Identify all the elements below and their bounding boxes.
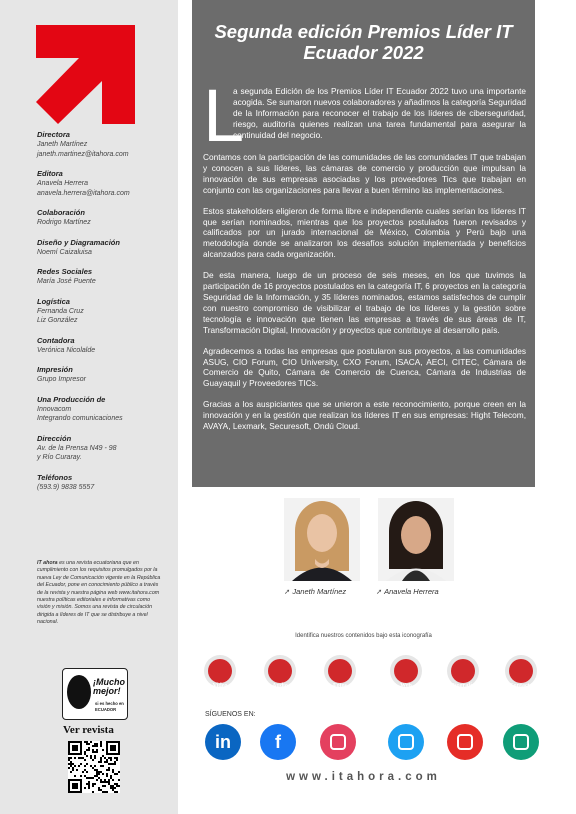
credit-block bbox=[37, 336, 177, 356]
about-text bbox=[37, 560, 165, 627]
credit-title: Directora bbox=[37, 130, 70, 139]
facebook-icon[interactable] bbox=[260, 724, 296, 760]
camera-icon[interactable] bbox=[320, 655, 360, 695]
credit-line: Grupo Impresor bbox=[37, 376, 87, 383]
sidebar bbox=[0, 0, 178, 814]
credit-line: Rodrigo Martínez bbox=[37, 219, 91, 226]
credit-title: Una Producción de bbox=[37, 394, 106, 404]
article-paragraph: De esta manera, luego de un proceso de seis meses, en los que tuvimos la participación de 16 proyectos postulados en la categoría IT, 6 proyectos en la categoría Seguridad de la Información, y 35 líderes nominados, estamos satisfechos de cumplir con nuestro compromiso de visibilizar el trabajo de los líderes y la gestión sobre tecnología e innovación que tienen las empresas a través de sus áreas de IT, Transformación Digital, Innovación y proyectos que contribuye al desarrollo país. bbox=[203, 270, 526, 335]
globe-icon[interactable] bbox=[386, 655, 426, 695]
credits-list bbox=[37, 130, 177, 502]
arrow-icon: ➚ bbox=[376, 587, 383, 596]
media-label: Video bbox=[212, 683, 228, 689]
credit-line: Verónica Nicolalde bbox=[37, 346, 96, 354]
badge-line-1: ¡Mucho bbox=[93, 677, 125, 687]
credit-block bbox=[37, 130, 177, 159]
article-paragraph: Gracias a los auspiciantes que se unieron a este reconocimiento, porque creen en la innovación y en la gestión que realizan los líderes IT en sus empresas: Hight Telecom, AVAYA, Lexmark, Securesoft, Ondú Cloud. bbox=[203, 399, 526, 432]
media-label: Web bbox=[400, 683, 412, 689]
credit-block bbox=[37, 169, 177, 198]
badge-line-2: mejor! bbox=[93, 686, 121, 696]
credit-block bbox=[37, 365, 177, 385]
credit-title: Contadora bbox=[37, 335, 75, 345]
credit-title: Impresión bbox=[37, 365, 73, 374]
credit-block bbox=[37, 434, 177, 463]
credit-line: Integrando comunicaciones bbox=[37, 415, 123, 422]
article-paragraph: Agradecemos a todas las empresas que postularon sus proyectos, a las comunidades ASUG, CIO Forum, CIO University, CXO Forum, ISACA, AECI, CITEC, Cámara de Comercio de Quito, Cámara de Comercio de Cuenca, Cámara de Industrias de Guayaquil y Proveedores TICs. bbox=[203, 345, 526, 389]
media-label: Audio bbox=[272, 683, 288, 689]
about-brand: IT ahora bbox=[37, 560, 58, 566]
about-body: es una revista ecuatoriana que en cumplimiento con los requisitos promulgados por la nueva Ley de Comunicación vigente en la República del Ecuador, pone en conocimiento público a través de la revista y nuestra página web www.itahora.com nuestra políticas editoriales e informativas como visión y misión. Somos una revista de circulación dirigida a líderes de IT que se distribuye a nivel nacional. bbox=[37, 560, 161, 626]
credit-title: Teléfonos bbox=[37, 472, 73, 482]
qr-code[interactable] bbox=[68, 741, 120, 793]
hecho-en-ecuador-badge bbox=[62, 668, 128, 720]
twitter-icon[interactable] bbox=[388, 724, 424, 760]
article-paragraph-1: a segunda Edición de los Premios Líder IT Ecuador 2022 tuvo una importante acogida. Se sumaron nuevos colaboradores y añadimos la categoría Seguridad de la Información para reconocer el trabajo de los líderes de ciberseguridad, riesgo, auditoría quienes realizan una tarea fundamental para asegurar la continuidad del negocio. bbox=[233, 86, 526, 140]
credit-line: Anavela Herrera bbox=[37, 180, 88, 187]
credit-line: Fernanda Cruz bbox=[37, 307, 84, 315]
microphone-icon[interactable] bbox=[260, 655, 300, 695]
credit-title: Editora bbox=[37, 169, 63, 178]
credit-line: Innovacom bbox=[37, 405, 72, 413]
linkedin-glyph: in bbox=[215, 732, 231, 752]
badge-line-4: ECUADOR bbox=[95, 707, 117, 712]
credit-line: Noemí Caizaluisa bbox=[37, 248, 92, 256]
media-label: Biografía bbox=[451, 683, 475, 689]
article-paragraph: Contamos con la participación de las comunidades de las comunidades IT que trabajan y conocen a sus líderes, las cámaras de comercio y producción que impulsan la innovación de sus empresas asociadas y los proveedores Tics que trabajan en conjunto con las organizaciones para llevar a buen término las implementaciones. bbox=[203, 152, 526, 195]
ver-revista-label: Ver revista bbox=[63, 724, 114, 736]
credit-line: anavela.herrera@itahora.com bbox=[37, 189, 130, 197]
credit-block bbox=[37, 238, 177, 258]
person-name-1 bbox=[284, 587, 346, 596]
badge-fingerprint-icon bbox=[67, 675, 91, 709]
iconografia-text: Identifica nuestros contenidos bajo esta iconografía bbox=[295, 633, 432, 639]
credit-block bbox=[37, 297, 177, 326]
badge-line-3: si es hecho en bbox=[95, 701, 124, 706]
article-paragraph: Estos stakeholders eligieron de forma libre e independiente cuales serían los líderes IT que serían nominados, mientras que los proyectos postulados fueron revisados y calificados por un jurado internacional de México, Colombia y Perú bajo una metodología donde se analizaron los desafíos solución implementada y beneficios alcanzados para cada organización. bbox=[203, 205, 526, 260]
person-name-text: Janeth Martínez bbox=[292, 587, 347, 596]
media-icons-row bbox=[200, 655, 545, 695]
instagram-icon[interactable] bbox=[320, 724, 356, 760]
credit-line: (593.9) 9838 5557 bbox=[37, 483, 95, 491]
article-body bbox=[203, 74, 526, 442]
contact-icon[interactable] bbox=[501, 655, 541, 695]
media-label: Contacto bbox=[509, 683, 533, 689]
photo-anavela-herrera bbox=[378, 498, 454, 581]
article-title: Segunda edición Premios Líder IT Ecuador 2022 bbox=[214, 21, 513, 63]
website-url[interactable]: www.itahora.com bbox=[286, 771, 441, 783]
credit-line: Janeth Martínez bbox=[37, 141, 88, 148]
credit-block bbox=[37, 267, 177, 287]
person-icon[interactable] bbox=[443, 655, 483, 695]
linkedin-icon[interactable] bbox=[205, 724, 241, 760]
credit-title: Dirección bbox=[37, 433, 72, 443]
siguenos-label: SÍGUENOS EN: bbox=[205, 711, 256, 718]
credit-line: y Río Curaray. bbox=[37, 454, 82, 461]
credit-block bbox=[37, 395, 177, 424]
credit-block bbox=[37, 208, 177, 228]
credit-title: Diseño y Diagramación bbox=[37, 237, 120, 247]
credit-title: Colaboración bbox=[37, 208, 85, 217]
person-name-text: Anavela Herrera bbox=[384, 587, 439, 596]
article-panel bbox=[192, 0, 535, 487]
itahora-arrow-logo bbox=[36, 25, 135, 124]
credit-block bbox=[37, 473, 177, 493]
photo-janeth-martinez bbox=[284, 498, 360, 581]
credit-title: Redes Sociales bbox=[37, 267, 93, 276]
video-icon[interactable] bbox=[200, 655, 240, 695]
credit-line: Liz González bbox=[37, 317, 78, 324]
credit-line: janeth.martinez@itahora.com bbox=[37, 150, 129, 158]
youtube-icon[interactable] bbox=[447, 724, 483, 760]
person-name-2 bbox=[376, 587, 439, 596]
arrow-icon: ➚ bbox=[284, 587, 291, 596]
facebook-glyph: f bbox=[275, 732, 281, 752]
credit-title: Logística bbox=[37, 296, 70, 306]
credit-line: María José Puente bbox=[37, 278, 96, 285]
credit-line: Av. de la Prensa N49 - 98 bbox=[37, 444, 117, 452]
drop-cap: L bbox=[203, 74, 245, 157]
email-icon[interactable] bbox=[503, 724, 539, 760]
media-label: Fotos bbox=[333, 683, 347, 689]
